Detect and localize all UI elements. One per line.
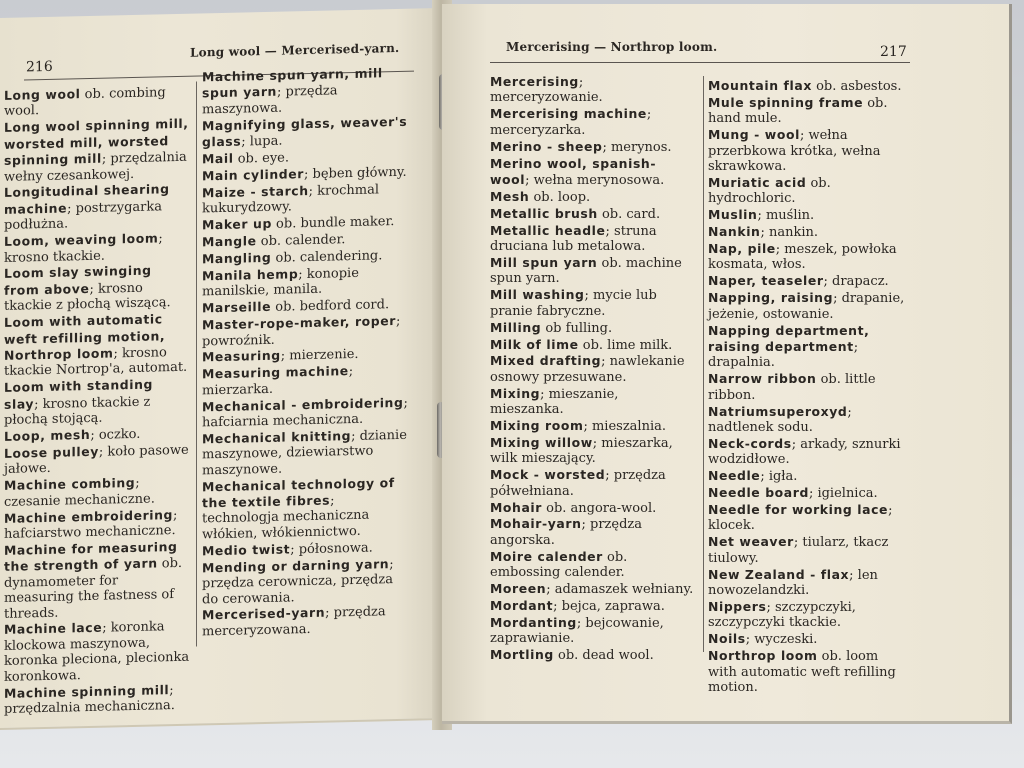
dictionary-entry <box>490 467 694 499</box>
definition: ob. calendering. <box>271 248 383 266</box>
dictionary-entry <box>708 436 906 468</box>
headword: Net weaver <box>708 534 794 550</box>
headword: Northrop loom <box>708 648 818 664</box>
definition: ; dzianie maszynowe, dziewiarstwo maszynowe. <box>202 427 407 479</box>
headword: Moire calender <box>490 548 603 564</box>
dictionary-entry <box>490 206 694 222</box>
definition: ; igła. <box>760 469 798 485</box>
headword: Milling <box>490 319 542 335</box>
headword: Muriatic acid <box>708 174 807 190</box>
definition: ; hafciarnia mechaniczna. <box>202 395 408 431</box>
definition: ; wyczeski. <box>745 632 818 648</box>
headword: Mohair-yarn <box>490 516 582 532</box>
definition: ; adamaszek wełniany. <box>546 582 694 598</box>
definition: ; mieszanie, mieszanka. <box>490 386 619 418</box>
headword: Nankin <box>708 224 761 240</box>
headword: Manila hemp <box>202 266 299 284</box>
definition: ; arkady, sznurki wodzidłowe. <box>708 436 901 468</box>
column-divider <box>703 76 704 652</box>
headword: Machine embroidering <box>4 506 174 526</box>
definition: ; postrzygarka podłużna. <box>4 199 163 234</box>
definition: ; merceryzarka. <box>490 107 652 138</box>
headword: Narrow ribbon <box>708 371 817 387</box>
definition: ; nankin. <box>760 225 819 241</box>
headword: Naper, teaseler <box>708 273 824 289</box>
definition: ob. eye. <box>233 150 290 167</box>
dictionary-entry <box>708 273 906 289</box>
headword: Machine spinning mill <box>4 681 170 701</box>
definition: ; bejca, zaprawa. <box>553 599 665 614</box>
headword: Napping department, raising department <box>708 322 870 354</box>
dictionary-entry <box>708 631 906 647</box>
dictionary-entry <box>490 189 694 205</box>
headword: Mesh <box>490 188 530 204</box>
dictionary-entry <box>490 353 694 385</box>
headword: Milk of lime <box>490 336 579 352</box>
definition: ob. little ribbon. <box>708 372 876 403</box>
headword: Machine spun yarn, mill spun yarn <box>202 65 383 101</box>
headword: Loom with automatic weft refilling motion, Northrop loom <box>4 311 166 363</box>
definition: ; mieszarka, wilk mieszający. <box>490 435 673 467</box>
dictionary-entry <box>708 371 906 403</box>
definition: ; mieszalnia. <box>583 419 667 435</box>
page-number: 217 <box>880 44 907 60</box>
dictionary-entry <box>708 468 906 484</box>
headword: Mending or darning yarn <box>202 555 390 576</box>
headword: Metallic brush <box>490 205 598 221</box>
definition: ob. calender. <box>256 232 346 250</box>
dictionary-entry <box>708 534 906 566</box>
headword: Long wool <box>4 86 81 103</box>
left-column-1 <box>4 84 190 718</box>
dictionary-entry <box>708 290 906 322</box>
dictionary-entry <box>708 224 906 240</box>
dictionary-entry <box>490 337 694 353</box>
definition: ob. combing wool. <box>4 85 166 120</box>
definition: ; merceryzowanie. <box>490 75 603 106</box>
dictionary-entry <box>490 418 694 434</box>
headword: Needle <box>708 468 761 484</box>
headword: Marseille <box>202 299 272 316</box>
dictionary-entry <box>4 506 190 542</box>
definition: ; igielnica. <box>808 486 878 502</box>
headword: Metallic headle <box>490 222 606 238</box>
headword: Mule spinning frame <box>708 94 864 110</box>
dictionary-entry <box>490 386 694 418</box>
definition: ; lupa. <box>241 133 283 150</box>
definition: ob. asbestos. <box>811 79 902 94</box>
headword: Loose pulley <box>4 443 99 461</box>
headword: Mordant <box>490 598 554 613</box>
definition: ; drapalnia. <box>708 340 859 371</box>
definition: ; struna druciana lub metalowa. <box>490 223 657 255</box>
headword: Mung - wool <box>708 127 800 143</box>
headword: Maker up <box>202 215 272 233</box>
definition: ; nawlekanie osnowy przesuwane. <box>490 354 685 385</box>
headword: Mordanting <box>490 614 577 630</box>
dictionary-entry <box>490 139 694 155</box>
dictionary-entry <box>4 618 190 685</box>
dictionary-entry <box>202 264 410 301</box>
dictionary-entry <box>4 376 190 428</box>
definition: ; nadtlenek sodu. <box>708 404 852 436</box>
dictionary-entry <box>708 648 906 695</box>
dictionary-entry <box>708 502 906 534</box>
headword: Measuring <box>202 348 281 365</box>
headword: Medio twist <box>202 541 291 559</box>
headword: Mortling <box>490 647 554 663</box>
headword: Merino - sheep <box>490 138 603 154</box>
dictionary-entry <box>708 485 906 501</box>
definition: ; len nowozelandzki. <box>708 567 878 599</box>
dictionary-entry <box>202 603 410 640</box>
dictionary-entry <box>490 615 694 647</box>
headword: Machine for measuring the strength of yarn <box>4 538 178 575</box>
right-column-1 <box>490 74 694 664</box>
definition: ; koło pasowe jałowe. <box>4 442 189 478</box>
left-page <box>0 8 440 730</box>
headword: Mixing room <box>490 418 584 434</box>
headword: Neck-cords <box>708 435 792 451</box>
definition: ; szczypczyki, szczypczyki tkackie. <box>708 600 856 631</box>
headword: Maize - starch <box>202 182 309 201</box>
headword: Mercerising machine <box>490 106 647 122</box>
headword: Nap, pile <box>708 241 776 257</box>
page-number: 216 <box>26 58 53 76</box>
definition: ; przędzalnia wełny czesankowej. <box>4 149 187 185</box>
dictionary-entry <box>490 320 694 336</box>
headword: Mohair <box>490 499 542 515</box>
definition: ; przędza angorska. <box>490 517 643 548</box>
dictionary-entry <box>4 116 190 185</box>
dictionary-entry <box>4 262 190 314</box>
definition: ; merynos. <box>602 139 672 155</box>
dictionary-entry <box>202 555 410 607</box>
headword: Mechanical technology of the textile fibres <box>202 474 395 511</box>
dictionary-entry <box>490 287 694 319</box>
definition: ; drapanie, jeżenie, ostowanie. <box>708 291 905 322</box>
definition: ; mierzarka. <box>202 364 354 399</box>
dictionary-entry <box>708 95 906 127</box>
headword: Magnifying glass, weaver's glass <box>202 113 408 150</box>
definition: ob. angora-wool. <box>541 500 657 516</box>
headword: Muslin <box>708 207 758 223</box>
definition: ; półosnowa. <box>290 540 373 558</box>
dictionary-entry <box>490 549 694 581</box>
dictionary-entry <box>708 323 906 371</box>
dictionary-entry <box>490 255 694 287</box>
dictionary-entry <box>490 223 694 255</box>
running-head: Mercerising — Northrop loom. <box>506 40 718 54</box>
headword: Nippers <box>708 599 767 614</box>
header-rule <box>490 62 910 63</box>
headword: Loom slay swinging from above <box>4 263 152 298</box>
headword: Needle board <box>708 485 809 501</box>
headword: Moreen <box>490 581 547 597</box>
headword: Machine lace <box>4 620 103 638</box>
headword: Loop, mesh <box>4 426 91 444</box>
dictionary-entry <box>202 313 410 350</box>
definition: ; konopie manilskie, manila. <box>202 265 359 300</box>
dictionary-entry <box>202 362 410 399</box>
headword: Needle for working lace <box>708 502 889 518</box>
dictionary-entry <box>4 311 190 380</box>
dictionary-entry <box>4 681 190 717</box>
headword: Machine combing <box>4 475 136 494</box>
definition: ; krochmal kukurydzowy. <box>202 182 379 217</box>
dictionary-entry <box>708 241 906 273</box>
definition: ; przędzalnia mechaniczna. <box>4 682 175 717</box>
headword: Merino wool, spanish-wool <box>490 155 657 187</box>
dictionary-entry <box>202 65 410 118</box>
definition: ; bejcowanie, zaprawianie. <box>490 615 664 647</box>
headword: Mock - worsted <box>490 467 606 483</box>
headword: Noils <box>708 631 746 647</box>
running-head: Long wool — Mercerised-yarn. <box>190 40 400 60</box>
dictionary-entry <box>708 175 906 207</box>
definition: ob. dead wool. <box>553 648 654 664</box>
definition: ; koronka klockowa maszynowa, koronka pleciona, plecionka koronkowa. <box>4 619 190 685</box>
definition: ; krosno tkackie z płochą wiszącą. <box>4 280 171 315</box>
definition: ; krosno tkackie z płochą stojącą. <box>4 394 151 429</box>
definition: ; wełna merynosowa. <box>525 172 665 188</box>
column-divider <box>196 82 197 647</box>
dictionary-entry <box>202 181 410 218</box>
definition: ; krosno tkackie Nortrop'a, automat. <box>4 345 188 380</box>
dictionary-entry <box>708 567 906 599</box>
dictionary-entry <box>708 404 906 436</box>
dictionary-entry <box>490 500 694 516</box>
definition: ; mierzenie. <box>280 347 359 365</box>
headword: Mill washing <box>490 287 585 303</box>
dictionary-entry <box>490 647 694 663</box>
headword: Mangling <box>202 249 272 267</box>
dictionary-entry <box>202 394 410 431</box>
definition: ; meszek, powłoka kosmata, włos. <box>708 242 897 273</box>
definition: ; wełna przerbkowa krótka, wełna skrawkowa. <box>708 128 881 175</box>
definition: ob. bedford cord. <box>271 297 390 316</box>
headword: Loom with standing slay <box>4 376 153 412</box>
dictionary-entry <box>4 181 190 233</box>
headword: Mechanical knitting <box>202 427 352 447</box>
headword: Napping, raising <box>708 290 834 306</box>
dictionary-entry <box>4 84 190 120</box>
headword: Longitudinal shearing machine <box>4 181 170 217</box>
dictionary-entry <box>708 127 906 174</box>
dictionary-entry <box>708 599 906 631</box>
definition: ; oczko. <box>90 426 141 443</box>
right-column-2 <box>708 78 906 696</box>
definition: ob. lime milk. <box>578 337 673 353</box>
dictionary-entry <box>490 156 694 189</box>
left-column-2 <box>202 65 410 640</box>
dictionary-entry <box>490 516 694 548</box>
headword: Mountain flax <box>708 78 812 93</box>
definition: ; bęben główny. <box>304 164 407 183</box>
definition: ; powroźnik. <box>202 314 401 349</box>
dictionary-entry <box>708 207 906 223</box>
headword: Mixed drafting <box>490 353 602 369</box>
dictionary-entry <box>490 74 694 106</box>
definition: ob. embossing calender. <box>490 549 628 581</box>
definition: ; klocek. <box>708 503 893 534</box>
dictionary-entry <box>4 474 190 510</box>
dictionary-entry <box>202 113 410 151</box>
headword: New Zealand - flax <box>708 566 850 582</box>
headword: Mercerising <box>490 74 579 89</box>
dictionary-entry <box>4 442 190 478</box>
definition: ; przędza merceryzowana. <box>202 604 386 640</box>
definition: ob. card. <box>597 206 661 222</box>
definition: ; czesanie mechaniczne. <box>4 476 155 510</box>
definition: ob. bundle maker. <box>271 214 395 232</box>
dictionary-entry <box>202 474 410 542</box>
definition: ; przędza maszynowa. <box>202 83 338 118</box>
headword: Mixing <box>490 385 541 401</box>
definition: ob. dynamometer for measuring the fastness of threads. <box>4 556 183 622</box>
headword: Long wool spinning mill, worsted mill, worsted spinning mill <box>4 116 189 169</box>
headword: Natriumsuperoxyd <box>708 403 848 419</box>
dictionary-entry <box>708 78 906 94</box>
definition: ob fulling. <box>541 320 613 336</box>
headword: Measuring machine <box>202 363 349 382</box>
headword: Loom, weaving loom <box>4 230 159 250</box>
definition: ; przędza półwełniana. <box>490 468 666 499</box>
dictionary-entry <box>4 230 190 266</box>
definition: ; krosno tkackie. <box>4 231 163 266</box>
headword: Mixing willow <box>490 434 593 450</box>
headword: Mill spun yarn <box>490 254 598 270</box>
headword: Mechanical - embroidering <box>202 394 404 415</box>
definition: ; mycie lub pranie fabryczne. <box>490 288 657 319</box>
dictionary-entry <box>202 427 410 479</box>
headword: Master-rope-maker, roper <box>202 313 396 333</box>
headword: Mangle <box>202 233 257 250</box>
dictionary-entry <box>4 539 190 622</box>
definition: ob. loop. <box>529 189 591 205</box>
definition: ; przędza cerownicza, przędza do cerowania. <box>202 556 394 607</box>
definition: ; muślin. <box>757 208 815 224</box>
definition: ob. hand mule. <box>708 95 888 127</box>
definition: ob. hydrochloric. <box>708 175 831 207</box>
right-page <box>442 4 1012 724</box>
headword: Mail <box>202 150 234 167</box>
dictionary-entry <box>490 435 694 467</box>
definition: ; hafciarstwo mechaniczne. <box>4 507 178 542</box>
headword: Main cylinder <box>202 166 304 184</box>
dictionary-entry <box>490 598 694 614</box>
definition: ; technologja mechaniczna włókien, włókiennictwo. <box>202 493 370 543</box>
definition: ob. machine spun yarn. <box>490 255 682 287</box>
dictionary-entry <box>490 106 694 138</box>
definition: ob. loom with automatic weft refilling motion. <box>708 649 896 696</box>
dictionary-entry <box>490 581 694 597</box>
definition: ; tiularz, tkacz tiulowy. <box>708 535 889 566</box>
headword: Mercerised-yarn <box>202 605 326 623</box>
definition: ; drapacz. <box>823 274 889 290</box>
